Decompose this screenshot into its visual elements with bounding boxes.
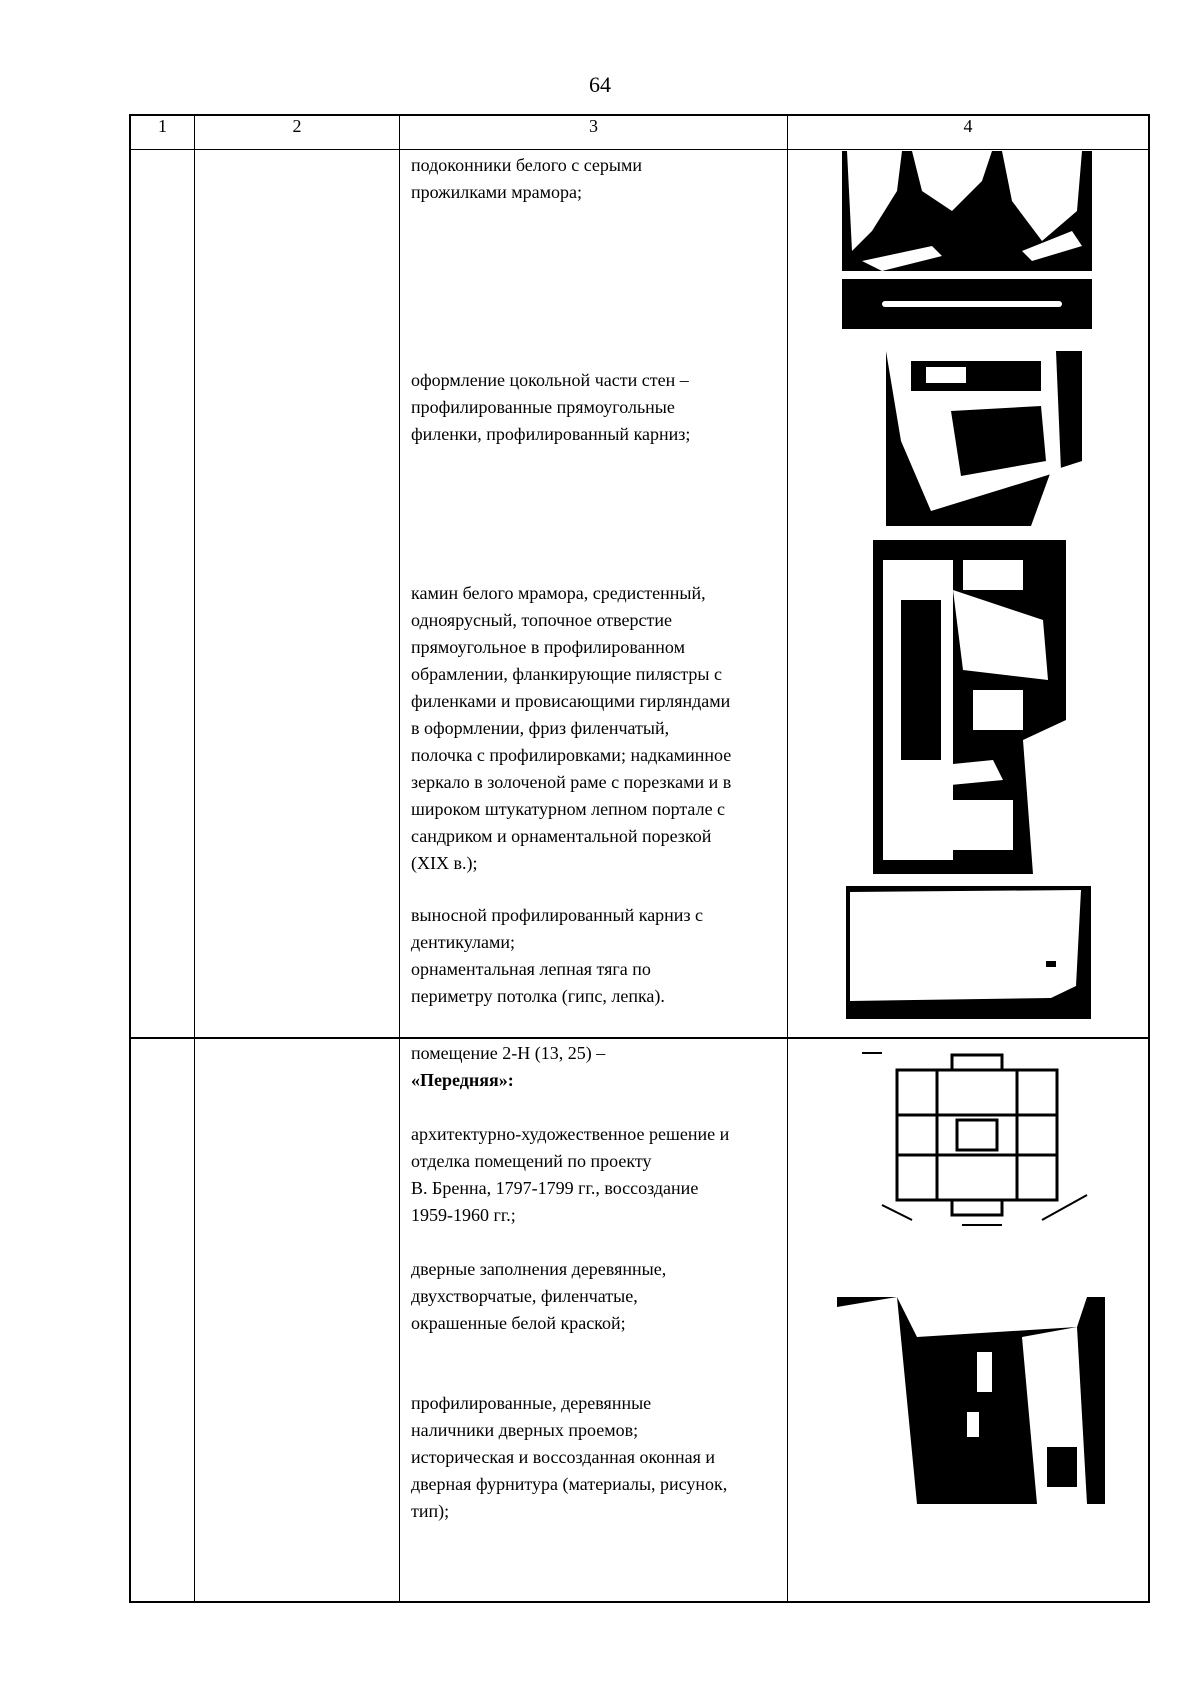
column-header-4: 4 bbox=[963, 116, 973, 136]
column-header-2: 2 bbox=[292, 116, 302, 136]
description-doors: дверные заполнения деревянные, двухстворчатые, филенчатые, окрашенные белой краской; bbox=[411, 1259, 667, 1333]
description-plinth: оформление цокольной части стен – профилированные прямоугольные филенки, профилированный карниз; bbox=[411, 370, 691, 444]
column-header-3: 3 bbox=[589, 116, 598, 136]
floor-plan-drawing bbox=[862, 1045, 1094, 1235]
description-fireplace: камин белого мрамора, средистенный, одноярусный, топочное отверстие прямоугольное в профилированном обрамлении, фланкирующие пилястры с филенками и провисающими гирляндами в оформлении, фриз филенчатый, полочка с профилировками; надкаминное зеркало в золоченой раме с порезками и в широком штукатурном лепном портале с сандриком и орнаментальной порезкой (XIX в.); bbox=[411, 583, 732, 873]
description-cornice: выносной профилированный карниз с дентикулами; орнаментальная лепная тяга по периметру потолка (гипс, лепка). bbox=[411, 905, 704, 1006]
column-header-1: 1 bbox=[158, 116, 167, 136]
plinth-panel-photo bbox=[851, 351, 1082, 526]
windowsill-photo bbox=[842, 151, 1092, 337]
fireplace-photo bbox=[873, 540, 1066, 874]
doorway-photo bbox=[837, 1297, 1105, 1504]
room-heading bbox=[411, 1040, 791, 1094]
description-windowsill: подоконники белого с серыми прожилками мрамора; bbox=[411, 155, 643, 202]
description-casings: профилированные, деревянные наличники дверных проемов; историческая и воссозданная оконная и дверная фурнитура (материалы, рисунок, тип); bbox=[411, 1393, 728, 1521]
page-number: 64 bbox=[589, 72, 611, 97]
cornice-photo bbox=[846, 886, 1091, 1019]
description-architecture: архитектурно-художественное решение и отделка помещений по проекту В. Бренна, 1797-1799 гг., воссоздание 1959-1960 гг.; bbox=[411, 1124, 730, 1225]
room-name: «Передняя»: bbox=[411, 1070, 514, 1090]
room-title: помещение 2-Н (13, 25) – bbox=[411, 1043, 606, 1063]
